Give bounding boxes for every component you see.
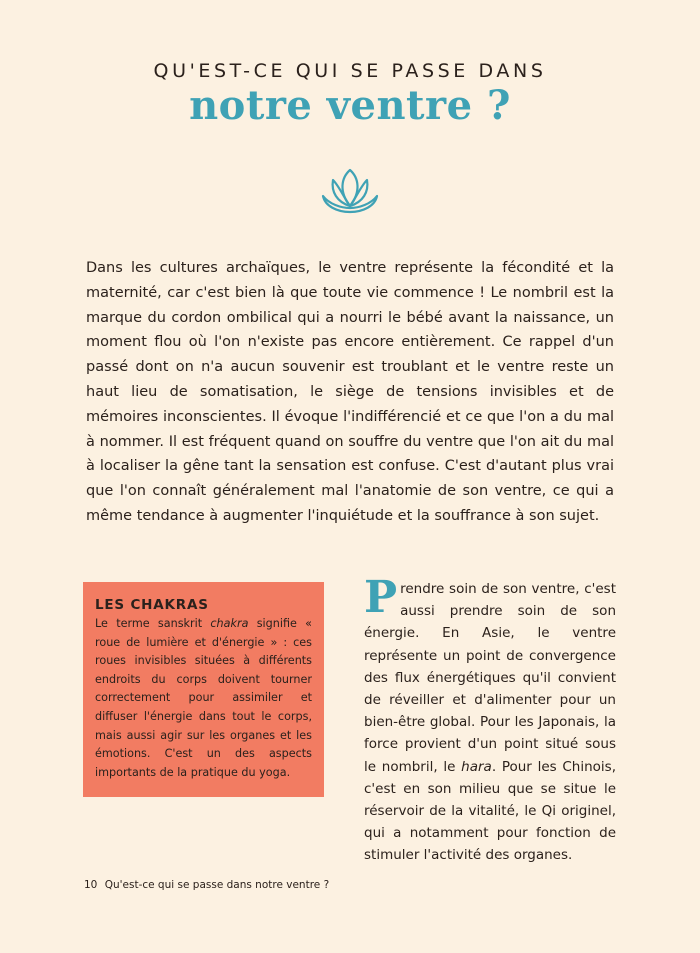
page-number: 10 xyxy=(84,879,98,891)
page-title: notre ventre ? xyxy=(189,82,511,129)
sidebar-term: chakra xyxy=(210,617,249,630)
page-footer xyxy=(84,879,329,891)
sidebar-text xyxy=(95,615,312,782)
running-title: Qu'est-ce qui se passe dans notre ventre ? xyxy=(104,879,330,891)
energy-paragraph xyxy=(364,572,616,867)
energy-term: hara xyxy=(461,758,492,775)
section-kicker: QU'EST-CE QUI SE PASSE DANS xyxy=(153,60,547,82)
chakras-sidebar xyxy=(83,582,324,797)
sidebar-text-start: Le terme sanskrit xyxy=(95,617,211,630)
lotus-icon xyxy=(319,166,381,218)
intro-paragraph: Dans les cultures archaïques, le ventre représente la fécondité et la maternité, car c'est bien là que toute vie commence ! Le nombril est la marque du cordon ombilical qui a nourri le bébé avant la naissance, un moment flou où l'on n'existe pas encore entièrement. Ce rappel d'un passé dont on n'a aucun souvenir est troublant et le ventre reste un haut lieu de somatisation, le siège de tensions invisibles et de mémoires inconscientes. Il évoque l'indifférencié et ce que l'on a du mal à nommer. Il est fréquent quand on souffre du ventre que l'on ait du mal à localiser la gêne tant la sensation est confuse. C'est d'autant plus vrai que l'on connaît généralement mal l'anatomie de son ventre, ce qui a même tendance à augmenter l'inquiétude et la souffrance à son sujet. xyxy=(86,260,614,524)
energy-text-end: . Pour les Chinois, c'est en son milieu que se situe le réservoir de la vitalité, le Qi originel, qui a notamment pour fonction de stimuler l'activité des organes. xyxy=(364,758,616,864)
drop-cap: P xyxy=(364,572,398,623)
sidebar-text-end: signifie « roue de lumière et d'énergie » : ces roues invisibles situées à différents endroits du corps doivent tourner correctement pour assimiler et diffuser l'énergie dans tout le corps, mais aussi agir sur les organes et les émotions. C'est un des aspects importants de la pratique du yoga. xyxy=(95,617,313,779)
sidebar-title: LES CHAKRAS xyxy=(95,597,209,613)
energy-text-start: rendre soin de son ventre, c'est aussi prendre soin de son énergie. En Asie, le ventre représente un point de convergence des flux énergétiques qu'il convient de réveiller et d'alimenter pour un bien-être global. Pour les Japonais, la force provient d'un point situé sous le nombril, le xyxy=(364,581,616,775)
